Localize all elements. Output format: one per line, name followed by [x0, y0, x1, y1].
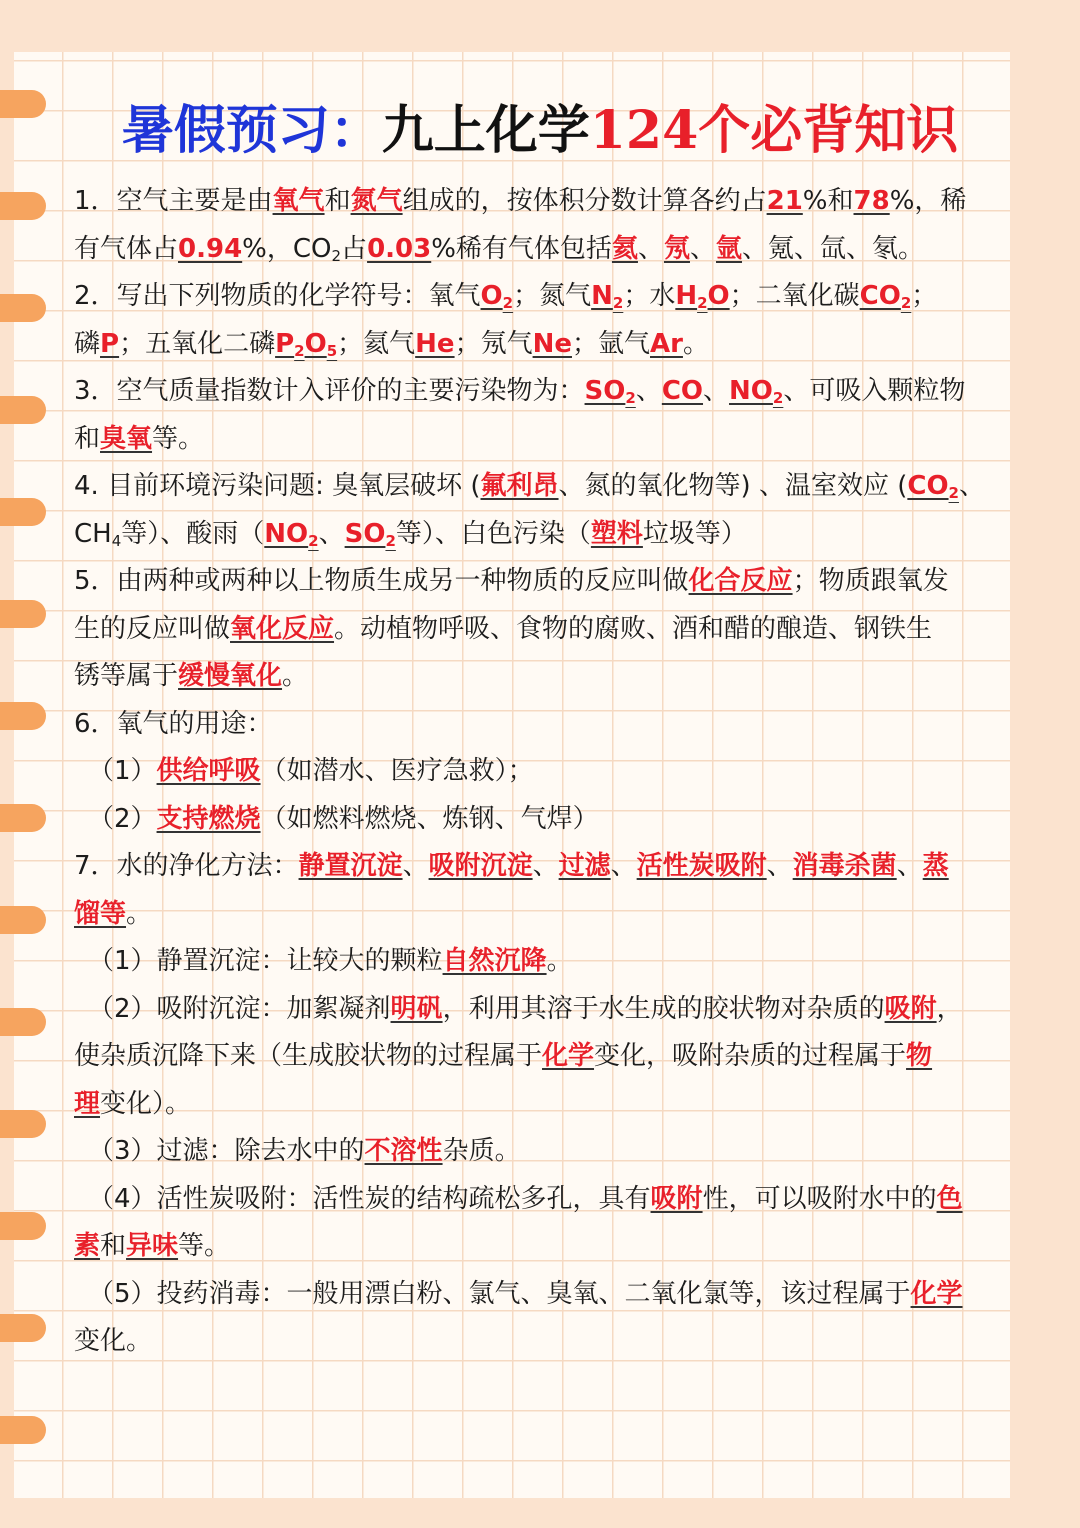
- key-term: 支持燃烧: [156, 803, 261, 834]
- text-segment: 、: [766, 851, 793, 881]
- text-segment: 。: [682, 328, 709, 359]
- notes-body: [74, 178, 1008, 1366]
- note-line: [74, 321, 1008, 369]
- key-term: 氟利昂: [480, 471, 559, 501]
- key-term: 素: [74, 1231, 101, 1261]
- text-segment: （2）: [88, 803, 157, 834]
- subscript: 2: [331, 246, 342, 265]
- subscript-wrapper: [327, 342, 337, 360]
- text-segment: 、: [610, 851, 637, 881]
- note-line: [74, 1176, 1008, 1224]
- key-term: O: [304, 328, 327, 359]
- key-term: He: [415, 328, 455, 359]
- key-term: 0.03: [367, 233, 432, 264]
- binding-tab: [0, 1212, 46, 1240]
- key-term-subscript: 2: [900, 294, 912, 312]
- note-line: [74, 1081, 1008, 1129]
- subscript-wrapper: [294, 342, 304, 360]
- binding-tab: [0, 90, 46, 118]
- text-segment: 、: [703, 376, 730, 406]
- binding-tab: [0, 1416, 46, 1444]
- text-segment: 、: [689, 233, 716, 264]
- subscript-wrapper: [697, 294, 707, 312]
- text-segment: （1）静置沉淀：让较大的颗粒: [88, 946, 443, 976]
- subscript-wrapper: [385, 532, 395, 550]
- text-segment: （1）: [88, 756, 157, 786]
- key-term: 氦: [611, 233, 638, 264]
- text-segment: 性，可以吸附水中的: [702, 1183, 937, 1214]
- text-segment: %和: [802, 186, 854, 216]
- binding-tab: [0, 804, 46, 832]
- key-term: 21: [766, 186, 803, 216]
- text-segment: （4）活性炭吸附：活性炭的结构疏松多孔，具有: [88, 1183, 651, 1214]
- note-line: [74, 226, 1008, 274]
- note-line: [74, 1318, 1008, 1366]
- text-segment: 1．空气主要是由: [74, 186, 273, 216]
- text-segment: 变化，吸附杂质的过程属于: [594, 1041, 907, 1071]
- key-term: 色: [936, 1183, 963, 1214]
- note-line: [74, 701, 1008, 749]
- binding-tab: [0, 192, 46, 220]
- key-term: 理: [74, 1088, 101, 1119]
- text-segment: 垃圾等）: [642, 518, 747, 549]
- text-segment: ；氩气: [571, 328, 650, 359]
- key-term: SO: [344, 518, 386, 549]
- note-line: [74, 653, 1008, 701]
- text-segment: 占: [341, 233, 368, 264]
- text-segment: 等）、酸雨（: [121, 518, 265, 549]
- key-term: CO: [859, 281, 901, 311]
- key-term: 缓慢氧化: [178, 661, 283, 691]
- subscript-wrapper: [949, 484, 959, 502]
- key-term: H: [675, 281, 698, 311]
- note-line: [74, 606, 1008, 654]
- note-line: [74, 463, 1008, 511]
- text-segment: 、: [958, 471, 985, 501]
- subscript-wrapper: [625, 389, 635, 407]
- text-segment: 。动植物呼吸、食物的腐败、酒和醋的酿造、钢铁生: [334, 613, 933, 644]
- text-segment: 、: [318, 518, 345, 549]
- title-subject: 九上化学: [381, 100, 590, 161]
- key-term: NO: [264, 518, 309, 549]
- key-term: 静置沉淀: [298, 851, 403, 881]
- key-term: 氧气: [272, 186, 325, 216]
- key-term: 自然沉降: [442, 946, 547, 976]
- text-segment: 。: [282, 661, 309, 691]
- key-term: 异味: [126, 1231, 179, 1261]
- text-segment: 。: [126, 898, 153, 929]
- text-segment: 和: [100, 1231, 127, 1261]
- key-term: 过滤: [558, 851, 611, 881]
- key-term: 氖: [663, 233, 690, 264]
- key-term-subscript: 2: [948, 484, 959, 502]
- key-term: 臭氧: [100, 423, 153, 454]
- subscript-wrapper: [773, 389, 783, 407]
- key-term: 化合反应: [688, 566, 793, 596]
- note-line: [74, 178, 1008, 226]
- note-line: [74, 986, 1008, 1034]
- key-term: 78: [853, 186, 890, 216]
- key-term: 物: [906, 1041, 933, 1071]
- title-prefix: 暑假预习：: [121, 100, 382, 161]
- text-segment: （3）过滤：除去水中的: [88, 1136, 365, 1166]
- text-segment: 4. 目前环境污染问题: 臭氧层破坏 (: [74, 471, 481, 501]
- binding-tab: [0, 1314, 46, 1342]
- text-segment: ；氖气: [454, 328, 533, 359]
- subscript-wrapper: [112, 532, 122, 550]
- note-line: [74, 558, 1008, 606]
- key-term-subscript: 5: [326, 341, 338, 360]
- binding-tab: [0, 702, 46, 730]
- text-segment: 6．氧气的用途：: [74, 708, 273, 739]
- text-segment: 锈等属于: [74, 661, 179, 691]
- key-term: 化学: [542, 1041, 595, 1071]
- text-segment: （如潜水、医疗急救）；: [260, 756, 534, 786]
- text-segment: 、: [896, 851, 923, 881]
- key-term: 不溶性: [364, 1136, 443, 1166]
- binding-tab: [0, 600, 46, 628]
- key-term: 塑料: [590, 518, 643, 549]
- note-line: [74, 1033, 1008, 1081]
- text-segment: 变化。: [74, 1326, 153, 1356]
- key-term-subscript: 2: [294, 341, 305, 360]
- note-line: [74, 843, 1008, 891]
- text-segment: 等。: [152, 423, 205, 454]
- subscript-wrapper: [308, 532, 318, 550]
- key-term: 消毒杀菌: [792, 851, 897, 881]
- text-segment: ；氦气: [337, 328, 416, 359]
- key-term-subscript: 2: [502, 294, 514, 312]
- key-term: P: [100, 328, 120, 359]
- key-term: CO: [661, 376, 704, 406]
- text-segment: %，稀: [889, 186, 967, 216]
- text-segment: 、氮的氧化物等) 、温室效应 (: [558, 471, 908, 501]
- text-segment: ；水: [623, 281, 676, 311]
- text-segment: %稀有气体包括: [431, 233, 612, 264]
- text-segment: 3．空气质量指数计入评价的主要污染物为：: [74, 376, 585, 406]
- key-term: 0.94: [178, 233, 243, 264]
- subscript-wrapper: [613, 294, 623, 312]
- text-segment: （2）吸附沉淀：加絮凝剂: [88, 993, 391, 1024]
- text-segment: 2．写出下列物质的化学符号：氧气: [74, 281, 481, 311]
- text-segment: 磷: [74, 328, 101, 359]
- binding-tab: [0, 906, 46, 934]
- text-segment: 等）、白色污染（: [395, 518, 591, 549]
- text-segment: 变化）。: [100, 1088, 192, 1119]
- text-segment: 等。: [178, 1231, 231, 1261]
- note-line: [74, 1271, 1008, 1319]
- note-line: [74, 416, 1008, 464]
- subscript: 4: [111, 531, 122, 550]
- subscript-wrapper: [901, 294, 911, 312]
- text-segment: ，: [936, 993, 963, 1024]
- text-segment: %，CO: [242, 233, 332, 264]
- text-segment: ；物质跟氧发: [792, 566, 949, 596]
- text-segment: （如燃料燃烧、炼钢、气焊）: [260, 803, 599, 834]
- text-segment: 、: [532, 851, 559, 881]
- key-term-subscript: 2: [625, 389, 636, 407]
- note-line: [74, 1128, 1008, 1176]
- key-term: O: [480, 281, 503, 311]
- key-term: N: [591, 281, 613, 311]
- text-segment: ，利用其溶于水生成的胶状物对杂质的: [442, 993, 885, 1024]
- binding-tab: [0, 294, 46, 322]
- binding-tab: [0, 396, 46, 424]
- page-title: [60, 96, 1020, 166]
- text-segment: CH: [74, 518, 112, 549]
- key-term: 化学: [910, 1278, 963, 1309]
- key-term: 活性炭吸附: [636, 851, 767, 881]
- key-term: 明矾: [390, 993, 443, 1024]
- note-line: [74, 273, 1008, 321]
- key-term-subscript: 2: [612, 294, 624, 312]
- key-term-subscript: 2: [772, 389, 784, 407]
- text-segment: 、氪、氙、氡。: [742, 233, 925, 264]
- note-line: [74, 511, 1008, 559]
- key-term: 吸附: [650, 1183, 703, 1214]
- key-term: SO: [584, 376, 626, 406]
- key-term: 氩: [716, 233, 743, 264]
- text-segment: ；二氧化碳: [729, 281, 860, 311]
- text-segment: ；: [911, 281, 938, 311]
- note-line: [74, 891, 1008, 939]
- note-line: [74, 748, 1008, 796]
- key-term-subscript: 2: [697, 294, 708, 312]
- key-term-subscript: 2: [385, 531, 396, 550]
- key-term: 吸附: [884, 993, 937, 1024]
- title-highlight: 124个必背知识: [589, 100, 959, 161]
- text-segment: 组成的，按体积分数计算各约占: [402, 186, 767, 216]
- text-segment: 和: [324, 186, 351, 216]
- text-segment: 、: [635, 376, 662, 406]
- key-term: 吸附沉淀: [428, 851, 533, 881]
- binding-tab: [0, 498, 46, 526]
- key-term: CO: [907, 471, 949, 501]
- subscript-wrapper: [332, 247, 342, 265]
- note-line: [74, 368, 1008, 416]
- text-segment: 7．水的净化方法：: [74, 851, 299, 881]
- key-term: 氮气: [350, 186, 403, 216]
- key-term: Ne: [532, 328, 572, 359]
- key-term: P: [275, 328, 295, 359]
- text-segment: 、: [402, 851, 429, 881]
- text-segment: 、可吸入颗粒物: [783, 376, 966, 406]
- note-line: [74, 1223, 1008, 1271]
- subscript-wrapper: [503, 294, 513, 312]
- text-segment: ；五氧化二磷: [119, 328, 276, 359]
- key-term: O: [707, 281, 730, 311]
- key-term: 馏等: [74, 898, 127, 929]
- key-term: NO: [729, 376, 773, 406]
- key-term: 蒸: [922, 851, 949, 881]
- key-term: 氧化反应: [230, 613, 335, 644]
- text-segment: 、: [637, 233, 664, 264]
- text-segment: （5）投药消毒：一般用漂白粉、氯气、臭氧、二氧化氯等，该过程属于: [88, 1278, 911, 1309]
- text-segment: 使杂质沉降下来（生成胶状物的过程属于: [74, 1041, 543, 1071]
- binding-tab: [0, 1008, 46, 1036]
- binding-tab: [0, 1110, 46, 1138]
- text-segment: 有气体占: [74, 233, 179, 264]
- key-term-subscript: 2: [308, 531, 319, 550]
- text-segment: 5．由两种或两种以上物质生成另一种物质的反应叫做: [74, 566, 689, 596]
- key-term: Ar: [650, 328, 683, 359]
- text-segment: 杂质。: [442, 1136, 521, 1166]
- text-segment: 生的反应叫做: [74, 613, 231, 644]
- note-line: [74, 796, 1008, 844]
- key-term: 供给呼吸: [156, 756, 261, 786]
- text-segment: ；氮气: [513, 281, 592, 311]
- text-segment: 。: [546, 946, 573, 976]
- note-line: [74, 938, 1008, 986]
- text-segment: 和: [74, 423, 101, 454]
